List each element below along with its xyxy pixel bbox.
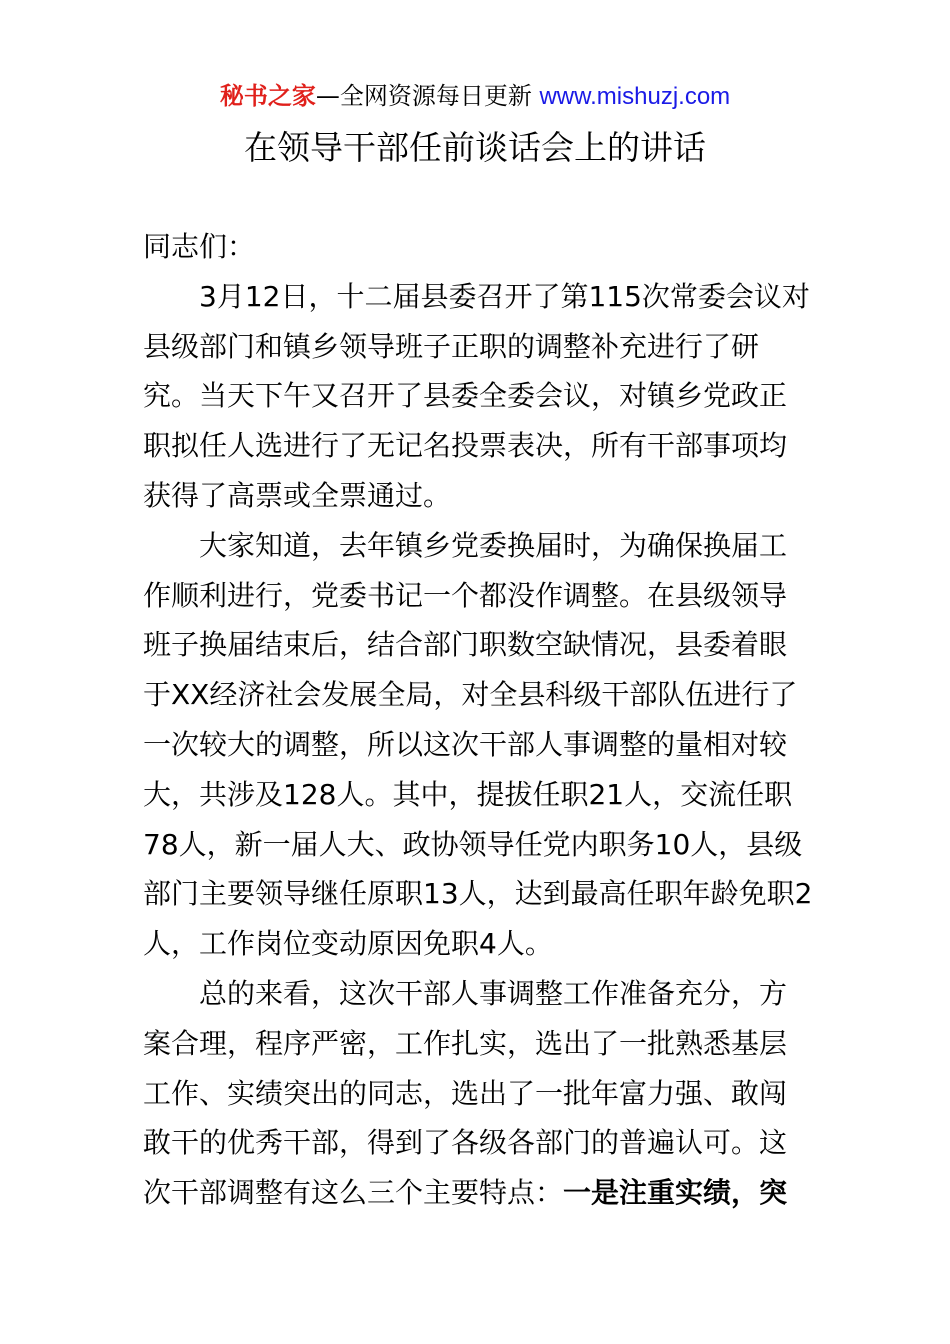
- brand-name: 秘书之家: [219, 82, 316, 110]
- site-url-link[interactable]: www.mishuzj.com: [539, 83, 731, 110]
- summary-text: 总的来看，这次干部人事调整工作准备充分，方案合理，程序严密，工作扎实，选出了一批熟悉基层工作、实绩突出的同志，选出了一批年富力强、敢闯敢干的优秀干部，得到了各级各部门的普遍认可。这次干部调整有这么三个主要特点：: [143, 976, 788, 1210]
- document-body: [143, 222, 813, 1218]
- paragraph-adjustment: 大家知道，去年镇乡党委换届时，为确保换届工作顺利进行，党委书记一个都没作调整。在县级领导班子换届结束后，结合部门职数空缺情况，县委着眼于XX经济社会发展全局，对全县科级干部队伍进行了一次较大的调整，所以这次干部人事调整的量相对较大，共涉及128人。其中，提拔任职21人，交流任职78人，新一届人大、政协领导任党内职务10人，县级部门主要领导继任原职13人，达到最高任职年龄免职2人，工作岗位变动原因免职4人。: [143, 528, 813, 961]
- document-title: 在领导干部任前谈话会上的讲话: [244, 128, 706, 167]
- site-tagline: —全网资源每日更新: [315, 82, 532, 110]
- summary-bold-text: 一是注重实绩，突: [563, 1176, 788, 1210]
- salutation: 同志们：: [143, 230, 256, 263]
- paragraph-summary: [143, 969, 813, 1218]
- paragraph-meeting: 3月12日，十二届县委召开了第115次常委会议对县级部门和镇乡领导班子正职的调整补充进行了研究。当天下午又召开了县委全委会议，对镇乡党政正职拟任人选进行了无记名投票表决，所有干部事项均获得了高票或全票通过。: [143, 279, 810, 512]
- site-header: [0, 80, 950, 113]
